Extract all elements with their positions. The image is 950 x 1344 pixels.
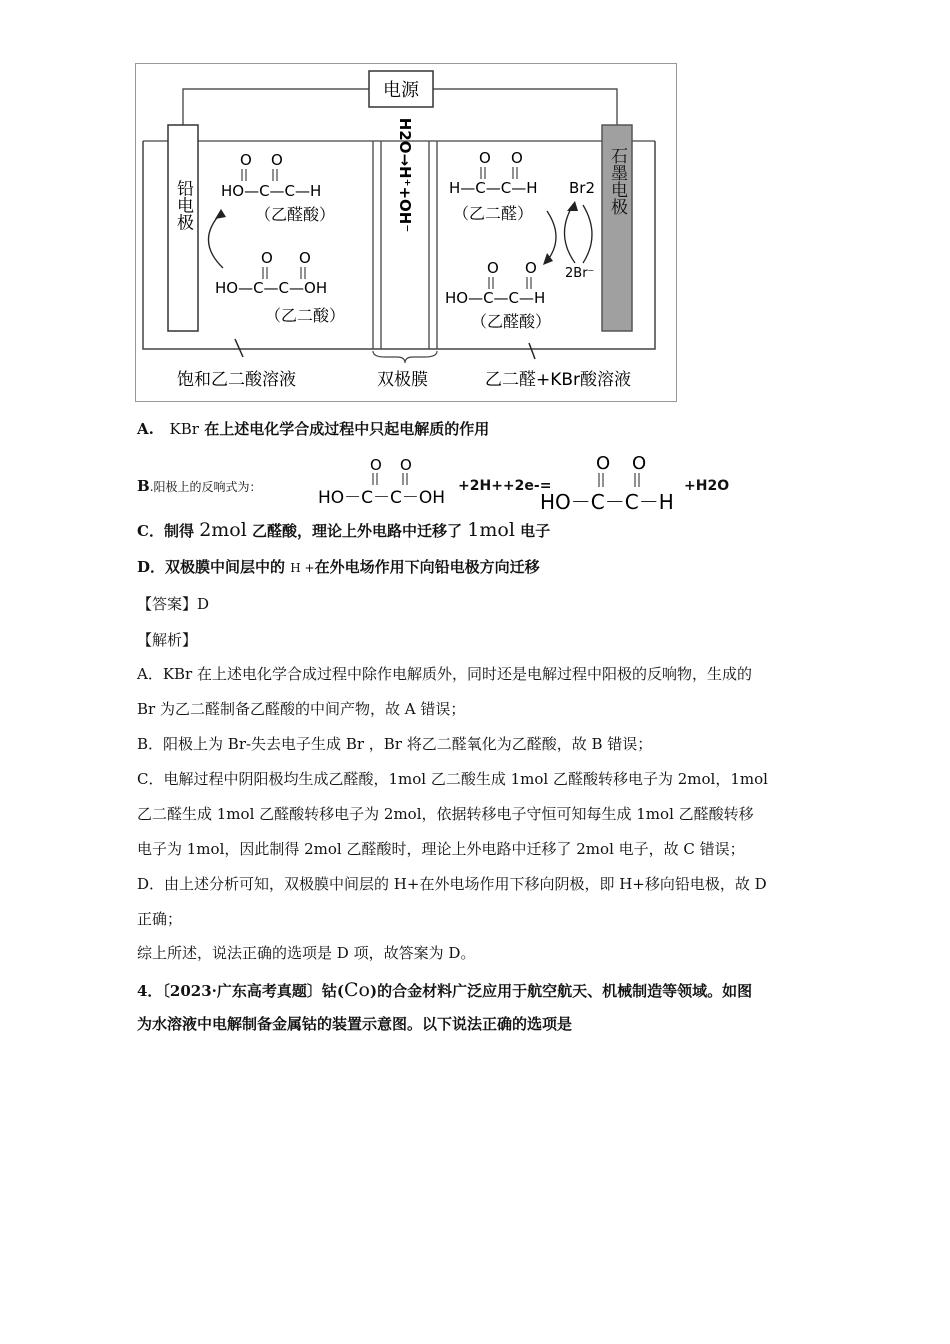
option-b-product xyxy=(536,451,686,515)
svg-text:HO—C—C—OH: HO—C—C—OH xyxy=(215,279,328,297)
power-label: 电源 xyxy=(383,80,419,101)
svg-text:（乙醛酸）: （乙醛酸） xyxy=(255,205,336,224)
svg-text:O: O xyxy=(299,249,311,267)
analysis-line-9: 综上所述，说法正确的选项是 D 项，故答案为 D。 xyxy=(137,944,476,962)
svg-text:HO－C－C－H: HO－C－C－H xyxy=(540,490,674,514)
bottom-right-label: 乙二醛+KBr酸溶液 xyxy=(485,370,632,390)
analysis-line-7: D．由上述分析可知，双极膜中间层的 H+在外电场作用下移向阴极，即 H+移向铅电极，故 D xyxy=(137,875,767,893)
svg-text:（乙二酸）: （乙二酸） xyxy=(265,306,346,325)
analysis-line-6: 电子为 1mol，因此制得 2mol 乙醛酸时，理论上外电路中迁移了 2mol 电子，故 C 错误； xyxy=(137,840,745,858)
analysis-line-4: C．电解过程中阴阳极均生成乙醛酸，1mol 乙二酸生成 1mol 乙醛酸转移电子为 2mol，1mol xyxy=(137,770,768,788)
option-b-mid: +2H++2e-= xyxy=(458,478,552,494)
analysis-line-2: Br 为乙二醛制备乙醛酸的中间产物，故 A 错误； xyxy=(137,700,466,718)
option-d: D．双极膜中间层中的 H +在外电场作用下向铅电极方向迁移 xyxy=(137,558,540,576)
svg-text:HO－C－C－OH: HO－C－C－OH xyxy=(318,488,446,508)
svg-text:O: O xyxy=(596,453,611,474)
svg-text:O: O xyxy=(525,259,537,277)
svg-text:H—C—C—H: H—C—C—H xyxy=(449,179,538,197)
svg-text:O: O xyxy=(487,259,499,277)
bottom-mid-label: 双极膜 xyxy=(377,370,428,390)
question-4-line-2: 为水溶液中电解制备金属钴的装置示意图。以下说法正确的选项是 xyxy=(137,1015,573,1033)
graphite-electrode-label: 石墨电极 xyxy=(607,147,627,215)
bottom-left-label: 饱和乙二酸溶液 xyxy=(177,370,296,390)
svg-text:HO—C—C—H: HO—C—C—H xyxy=(445,289,546,307)
svg-text:O: O xyxy=(370,456,382,474)
option-b-end: +H2O xyxy=(684,478,730,494)
svg-text:HO—C—C—H: HO—C—C—H xyxy=(221,182,322,200)
svg-text:O: O xyxy=(479,149,491,167)
option-c: C．制得 2mol 乙醛酸，理论上外电路中迁移了 1mol 电子 xyxy=(137,519,551,541)
lead-electrode-label: 铅电极 xyxy=(173,179,193,231)
svg-text:O: O xyxy=(240,151,252,169)
two-br-label: 2Br⁻ xyxy=(565,266,595,281)
svg-text:O: O xyxy=(511,149,523,167)
svg-text:O: O xyxy=(632,453,647,474)
svg-text:（乙醛酸）: （乙醛酸） xyxy=(471,312,552,331)
option-b-reactant xyxy=(316,455,458,511)
electrolysis-diagram xyxy=(135,63,677,403)
membrane-species: H2O→H⁺+OH⁻ xyxy=(396,117,414,233)
analysis-line-1: A．KBr 在上述电化学合成过程中除作电解质外，同时还是电解过程中阳极的反响物，生成的 xyxy=(137,665,753,683)
option-a: A. KBr 在上述电化学合成过程中只起电解质的作用 xyxy=(137,420,490,438)
analysis-line-8: 正确； xyxy=(137,910,183,928)
analysis-label: 【解析】 xyxy=(137,631,198,649)
question-4-line-1: 4．〔2023·广东高考真题〕钴(Co)的合金材料广泛应用于航空航天、机械制造等领域。如图 xyxy=(137,979,753,1001)
svg-text:O: O xyxy=(400,456,412,474)
br2-label: Br2 xyxy=(569,179,596,197)
analysis-line-5: 乙二醛生成 1mol 乙醛酸转移电子为 2mol，依据转移电子守恒可知每生成 1mol 乙醛酸转移 xyxy=(137,805,754,823)
answer: 【答案】D xyxy=(137,595,210,613)
svg-text:O: O xyxy=(261,249,273,267)
svg-text:（乙二醛）: （乙二醛） xyxy=(453,204,534,223)
option-b-prefix: B.阳极上的反响式为： xyxy=(137,477,262,495)
analysis-line-3: B．阳极上为 Br-失去电子生成 Br ，Br 将乙二醛氧化为乙醛酸，故 B 错误； xyxy=(137,735,653,753)
svg-text:O: O xyxy=(271,151,283,169)
